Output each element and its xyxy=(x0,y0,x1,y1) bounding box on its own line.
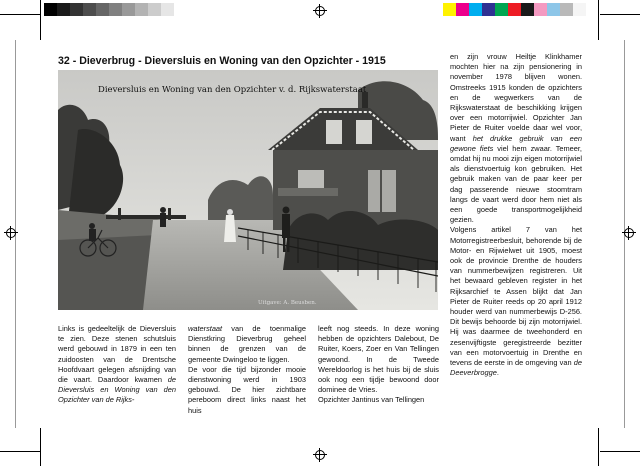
calibration-swatch xyxy=(469,3,482,16)
calibration-swatch xyxy=(573,3,586,16)
calibration-swatch xyxy=(560,3,573,16)
calibration-swatch xyxy=(96,3,109,16)
calibration-swatch xyxy=(148,3,161,16)
article-title: 32 - Dieverbrug - Dieversluis en Woning van den Opzichter - 1915 xyxy=(58,55,386,67)
calibration-swatch xyxy=(482,3,495,16)
registration-mark-left xyxy=(4,226,18,240)
calibration-swatch xyxy=(109,3,122,16)
calibration-swatch xyxy=(161,3,174,16)
calibration-swatch xyxy=(135,3,148,16)
calibration-swatch xyxy=(70,3,83,16)
color-calibration-bar xyxy=(443,3,586,16)
grayscale-calibration-bar xyxy=(44,3,187,16)
calibration-swatch xyxy=(508,3,521,16)
text-column-2: waterstaat van de toenmalige Dienstkring Dieverbrug geheel binnen de grenzen van de gemeente Dwingeloo te liggen. De voor die tijd bijzonder mooie dienstwoning werd in 1903 gebouwd. De hier zichtbare pereboom direct links naast het huis xyxy=(188,324,306,415)
calibration-swatch xyxy=(495,3,508,16)
calibration-swatch xyxy=(534,3,547,16)
calibration-swatch xyxy=(521,3,534,16)
photo-caption: Dieversluis en Woning van den Opzichter v. d. Rijkswaterstaat xyxy=(98,85,367,95)
text-column-3: leeft nog steeds. In deze woning hebben de opzichters Dalebout, De Ruiter, Koers, Zoer en Van Tellingen gewoond. In de Tweede Wereldoorlog is het huis bij de sluis ook nog een tijdje bewoond door dominee de Vries. Opzichter Jantinus van Tellingen xyxy=(318,324,439,405)
historic-photo xyxy=(58,70,438,310)
registration-mark-bottom xyxy=(313,448,327,462)
calibration-swatch xyxy=(83,3,96,16)
registration-mark-top xyxy=(313,4,327,18)
calibration-swatch xyxy=(443,3,456,16)
text-column-4: en zijn vrouw Heiltje Klinkhamer mochten hier na zijn pensionering in november 1978 blijven wonen. Omstreeks 1915 konden de opzichters en de wegwerkers van de Rijkswaterstaat de beschikking krijgen over een motorrijwiel. Opzichter Jan Pieter de Ruiter voelde daar wel voor, want het drukke gebruik van een gewone fiets viel hem zwaar. Temeer, omdat hij nu mooi zijn eigen motorrijwiel als dienstvoertuig kon gebruiken. Het gebruik maken van de paar keer per dag passerende nieuwe stoomtram langs de vaart werd door hem niet als een goede transportmogelijkheid gezien. Volgens artikel 7 van het Motorregistreerbesluit, behorende bij de Motor- en Rijwielwet uit 1905, moest ook de provincie Drenthe de houders van nummerbewijzen registreren. Uit het bewaard gebleven register in het Rijksarchief te Assen blijkt dat Jan Pieter de Ruiter reeds op 20 april 1912 houder werd van nummerbewijs D-256. Dit bewijs behoorde bij zijn motorrijwiel. Hij was daarmee de tweehonderd en zesenvijftigste geregistreerde bezitter van een motorvoertuig in Drenthe en tevens de eerste in de omgeving van de Deeverbrogge. xyxy=(450,52,582,378)
calibration-swatch xyxy=(456,3,469,16)
calibration-swatch xyxy=(547,3,560,16)
calibration-swatch xyxy=(44,3,57,16)
text-column-1: Links is gedeeltelijk de Dieversluis te zien. Deze stenen schutsluis werd gebouwd in 1879 in een ten zuidoosten van de Drentsche Hoofdvaart gelegen afsnijding van die vaart. Daardoor kwamen de Dieversluis en Woning van den Opzichter van de Rijks- xyxy=(58,324,176,405)
calibration-swatch xyxy=(122,3,135,16)
registration-mark-right xyxy=(622,226,636,240)
calibration-swatch xyxy=(57,3,70,16)
photo-credit: Uitgave: A. Beusben. xyxy=(258,300,317,306)
calibration-swatch xyxy=(174,3,187,16)
